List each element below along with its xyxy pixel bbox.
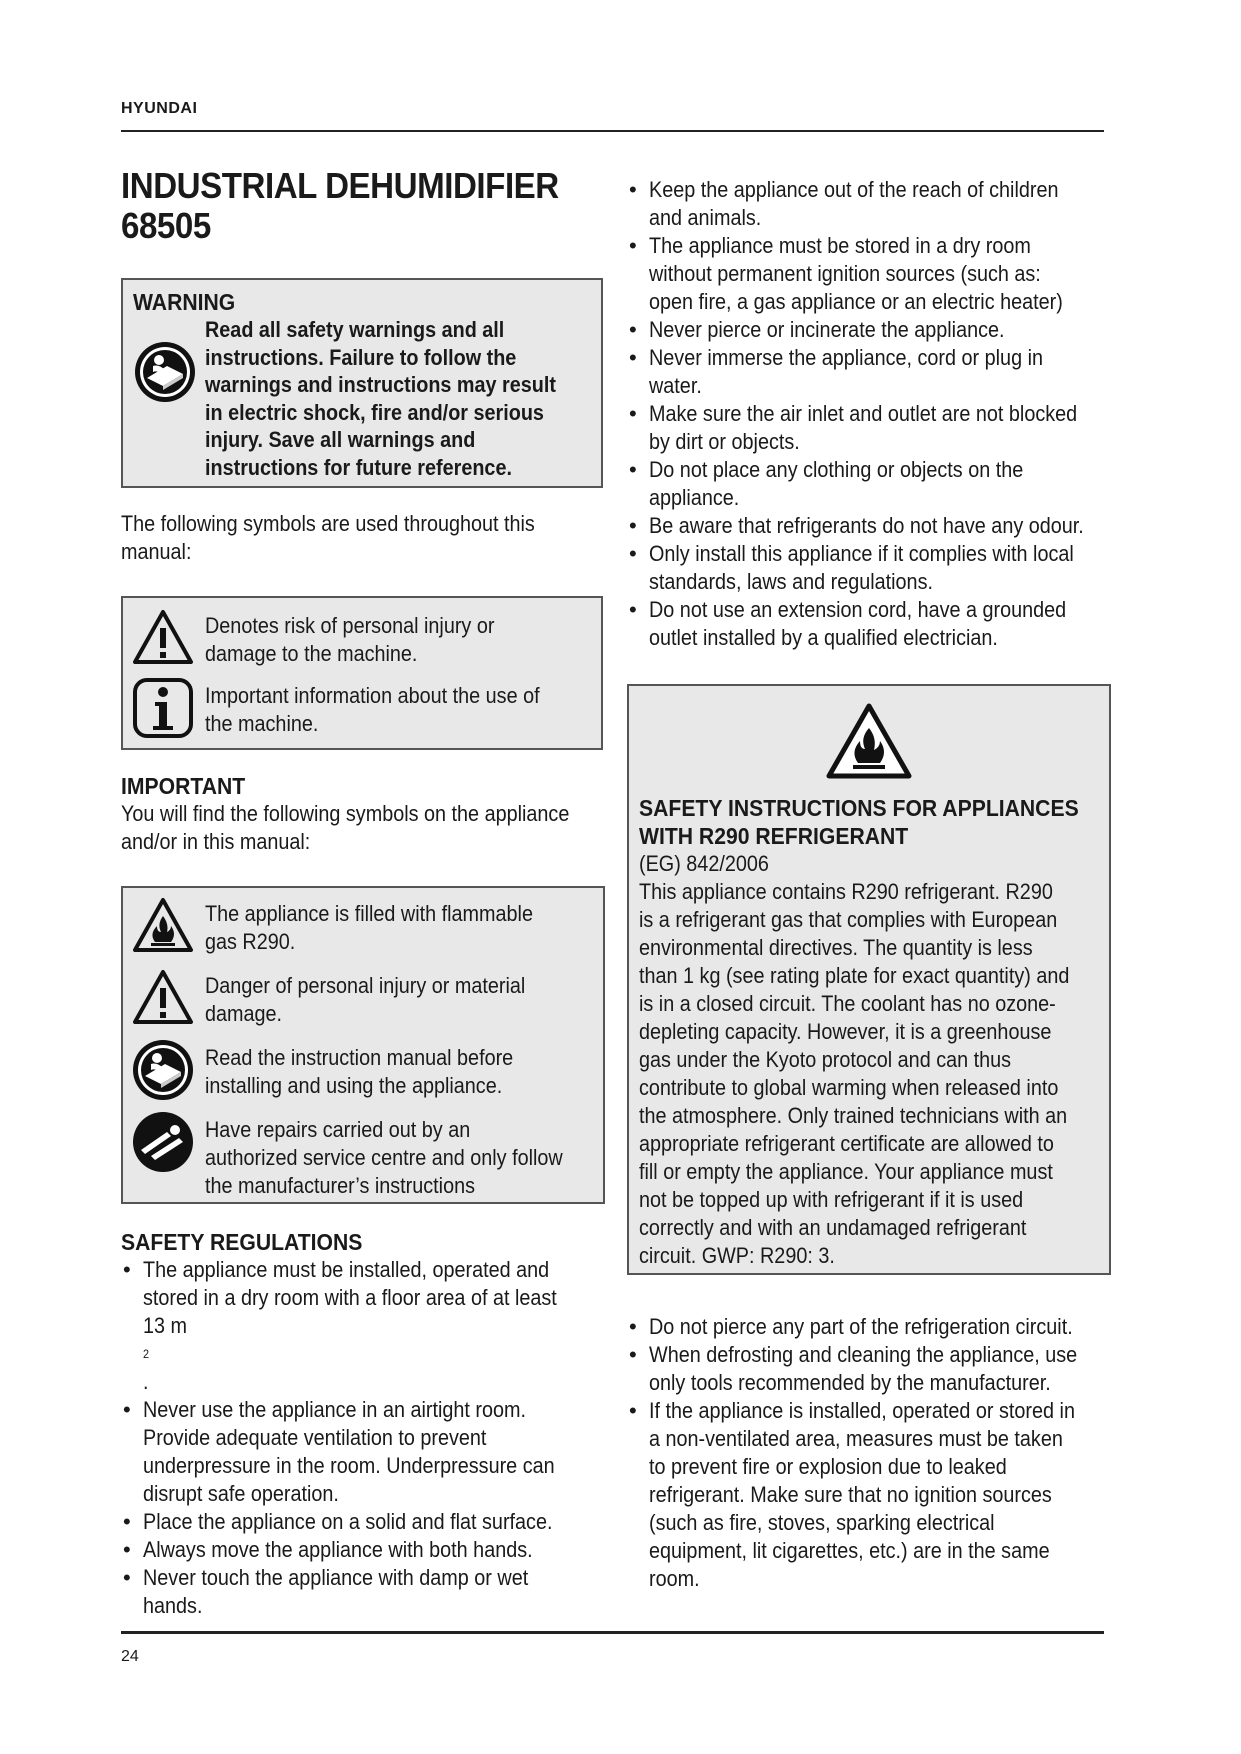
r290-line: the atmosphere. Only trained technicians with an (639, 1103, 1068, 1128)
list-item (627, 1397, 1115, 1593)
list-item-line: only tools recommended by the manufacturer. (649, 1370, 1051, 1395)
symbol-row (131, 1110, 595, 1200)
symbol-line: gas R290. (205, 929, 296, 954)
r290-line: circuit. GWP: R290: 3. (639, 1243, 835, 1268)
left-column (121, 166, 603, 1620)
list-item (627, 456, 1115, 512)
list-item-line: refrigerant. Make sure that no ignition sources (649, 1482, 1052, 1507)
header-rule (121, 130, 1104, 132)
list-item-line: underpressure in the room. Underpressure can (143, 1453, 555, 1478)
warning-triangle-icon (131, 966, 195, 1030)
list-item-line: • Do not use an extension cord, have a grounded (649, 597, 1067, 622)
symbols-intro (121, 510, 555, 566)
read-manual-icon (133, 340, 197, 404)
r290-line: not be topped up with refrigerant if it is used (639, 1187, 1024, 1212)
page-title (121, 166, 564, 246)
info-icon (131, 676, 195, 740)
intro-line: manual: (121, 539, 192, 564)
list-item (627, 1313, 1115, 1341)
symbol-row (131, 894, 595, 958)
list-item (121, 1536, 603, 1564)
list-item (627, 540, 1115, 596)
important-line: You will find the following symbols on the appliance (121, 801, 570, 826)
list-item-line: • Never touch the appliance with damp or wet (143, 1565, 529, 1590)
list-item-line: • The appliance must be installed, operated and (143, 1257, 550, 1282)
symbols-box (121, 596, 603, 750)
r290-safety-box (627, 684, 1111, 1275)
list-item-line: without permanent ignition sources (such as: (649, 261, 1041, 286)
list-item-line: disrupt safe operation. (143, 1481, 339, 1506)
list-item-line: • Do not pierce any part of the refrigeration circuit. (649, 1314, 1073, 1339)
list-item (627, 400, 1115, 456)
list-item-line: room. (649, 1566, 700, 1591)
list-item (627, 512, 1115, 540)
warning-text (205, 316, 556, 481)
symbol-description (205, 606, 494, 668)
list-item-line: hands. (143, 1593, 203, 1618)
r290-heading-line: SAFETY INSTRUCTIONS FOR APPLIANCES (639, 795, 1079, 821)
important-text (121, 800, 570, 856)
warning-line: instructions. Failure to follow the (205, 344, 517, 370)
symbol-line: Denotes risk of personal injury or (205, 613, 495, 638)
symbol-line: the machine. (205, 711, 319, 736)
list-item (121, 1508, 603, 1536)
service-icon (131, 1110, 195, 1174)
footer-rule (121, 1631, 1104, 1634)
symbol-line: authorized service centre and only follow (205, 1145, 563, 1170)
symbol-line: The appliance is filled with flammable (205, 901, 533, 926)
list-item-line: (such as fire, stoves, sparking electrical (649, 1510, 995, 1535)
important-heading: IMPORTANT (121, 773, 246, 799)
r290-line: correctly and with an undamaged refrigerant (639, 1215, 1027, 1240)
intro-line: The following symbols are used throughout this (121, 511, 535, 536)
list-item-line: open fire, a gas appliance or an electric heater) (649, 289, 1063, 314)
list-item-line: • Do not place any clothing or objects on the (649, 457, 1024, 482)
warning-heading: WARNING (133, 289, 236, 315)
list-item-line: Provide adequate ventilation to prevent (143, 1425, 487, 1450)
r290-line: fill or empty the appliance. Your appliance must (639, 1159, 1053, 1184)
symbol-line: damage to the machine. (205, 641, 418, 666)
symbol-row (131, 1038, 595, 1102)
r290-line: environmental directives. The quantity is less (639, 935, 1033, 960)
r290-heading-line: WITH R290 REFRIGERANT (639, 823, 909, 849)
area-value: 13 m (143, 1313, 188, 1338)
list-item-line: to prevent fire or explosion due to leaked (649, 1454, 1007, 1479)
symbol-line: Important information about the use of (205, 683, 540, 708)
list-item-line: • Never pierce or incinerate the appliance. (649, 317, 1005, 342)
symbol-line: damage. (205, 1001, 283, 1026)
symbol-description (205, 676, 540, 738)
list-item-line: 13 m 2 . (143, 1312, 557, 1396)
list-item-line: • Place the appliance on a solid and flat surface. (143, 1509, 553, 1534)
list-item-line: equipment, lit cigarettes, etc.) are in the same (649, 1538, 1050, 1563)
list-item (627, 232, 1115, 316)
symbol-line: the manufacturer’s instructions (205, 1173, 475, 1198)
symbol-row (131, 676, 593, 740)
symbol-row (131, 606, 593, 670)
list-item-line: • Keep the appliance out of the reach of children (649, 177, 1059, 202)
refrigerant-safety-list (627, 1313, 1115, 1593)
list-item-line: a non-ventilated area, measures must be taken (649, 1426, 1063, 1451)
list-item-line: and animals. (649, 205, 762, 230)
title-line-2: 68505 (121, 205, 211, 246)
list-item (121, 1396, 603, 1508)
area-superscript: 2 (143, 1347, 150, 1361)
list-item-line: • Always move the appliance with both hands. (143, 1537, 533, 1562)
list-item-line: • Only install this appliance if it complies with local (649, 541, 1074, 566)
symbol-line: Read the instruction manual before (205, 1045, 514, 1070)
r290-regulation: (EG) 842/2006 (639, 851, 769, 876)
safety-regulations-heading: SAFETY REGULATIONS (121, 1229, 363, 1255)
list-item-line: water. (649, 373, 702, 398)
list-item-line: • The appliance must be stored in a dry room (649, 233, 1031, 258)
list-item-line: outlet installed by a qualified electrician. (649, 625, 998, 650)
brand-header: HYUNDAI (121, 100, 198, 117)
r290-heading (639, 794, 1079, 850)
r290-line: is a refrigerant gas that complies with European (639, 907, 1058, 932)
warning-line: instructions for future reference. (205, 454, 512, 480)
list-item (627, 176, 1115, 232)
r290-line: gas under the Kyoto protocol and can thus (639, 1047, 1012, 1072)
appliance-symbols-box (121, 886, 605, 1204)
list-item-line: appliance. (649, 485, 740, 510)
r290-text (639, 850, 1070, 1270)
r290-line: is in a closed circuit. The coolant has no ozone- (639, 991, 1056, 1016)
flammable-icon (131, 894, 195, 958)
symbol-line: Have repairs carried out by an (205, 1117, 471, 1142)
page-number: 24 (121, 1648, 139, 1665)
r290-line: This appliance contains R290 refrigerant. R290 (639, 879, 1053, 904)
list-item-line: by dirt or objects. (649, 429, 800, 454)
list-item (627, 1341, 1115, 1397)
list-item-line: • When defrosting and cleaning the appliance, use (649, 1342, 1078, 1367)
symbol-description (205, 966, 525, 1028)
symbol-line: Danger of personal injury or material (205, 973, 526, 998)
general-safety-list (627, 176, 1115, 652)
list-item-line: • If the appliance is installed, operated or stored in (649, 1398, 1075, 1423)
important-line: and/or in this manual: (121, 829, 311, 854)
r290-line: depleting capacity. However, it is a greenhouse (639, 1019, 1052, 1044)
list-item-line: • Never use the appliance in an airtight room. (143, 1397, 527, 1422)
r290-line: appropriate refrigerant certificate are allowed to (639, 1131, 1054, 1156)
list-item (627, 596, 1115, 652)
list-item (121, 1256, 603, 1396)
warning-line: warnings and instructions may result (205, 372, 556, 397)
list-item (627, 344, 1115, 400)
symbol-description (205, 1110, 563, 1200)
warning-line: injury. Save all warnings and (205, 427, 476, 452)
read-manual-icon (131, 1038, 195, 1102)
warning-line: in electric shock, fire and/or serious (205, 399, 544, 425)
list-item-line: • Be aware that refrigerants do not have any odour. (649, 513, 1084, 538)
warning-box (121, 278, 603, 488)
list-item-line: stored in a dry room with a floor area of at least (143, 1285, 557, 1310)
flammable-icon (823, 700, 915, 782)
symbol-description (205, 1038, 513, 1100)
right-column (627, 176, 1115, 1593)
safety-regulations-list (121, 1256, 603, 1620)
r290-line: contribute to global warming when released into (639, 1075, 1059, 1100)
list-item (121, 1564, 603, 1620)
r290-line: than 1 kg (see rating plate for exact quantity) and (639, 963, 1070, 988)
list-item-line: • Make sure the air inlet and outlet are not blocked (649, 401, 1078, 426)
warning-line: Read all safety warnings and all (205, 317, 505, 342)
list-item (627, 316, 1115, 344)
symbol-description (205, 894, 533, 956)
symbol-line: installing and using the appliance. (205, 1073, 503, 1098)
list-item-line: standards, laws and regulations. (649, 569, 933, 594)
title-line-1: INDUSTRIAL DEHUMIDIFIER (121, 165, 559, 206)
list-item-line: • Never immerse the appliance, cord or plug in (649, 345, 1043, 370)
warning-triangle-icon (131, 606, 195, 670)
symbol-row (131, 966, 595, 1030)
